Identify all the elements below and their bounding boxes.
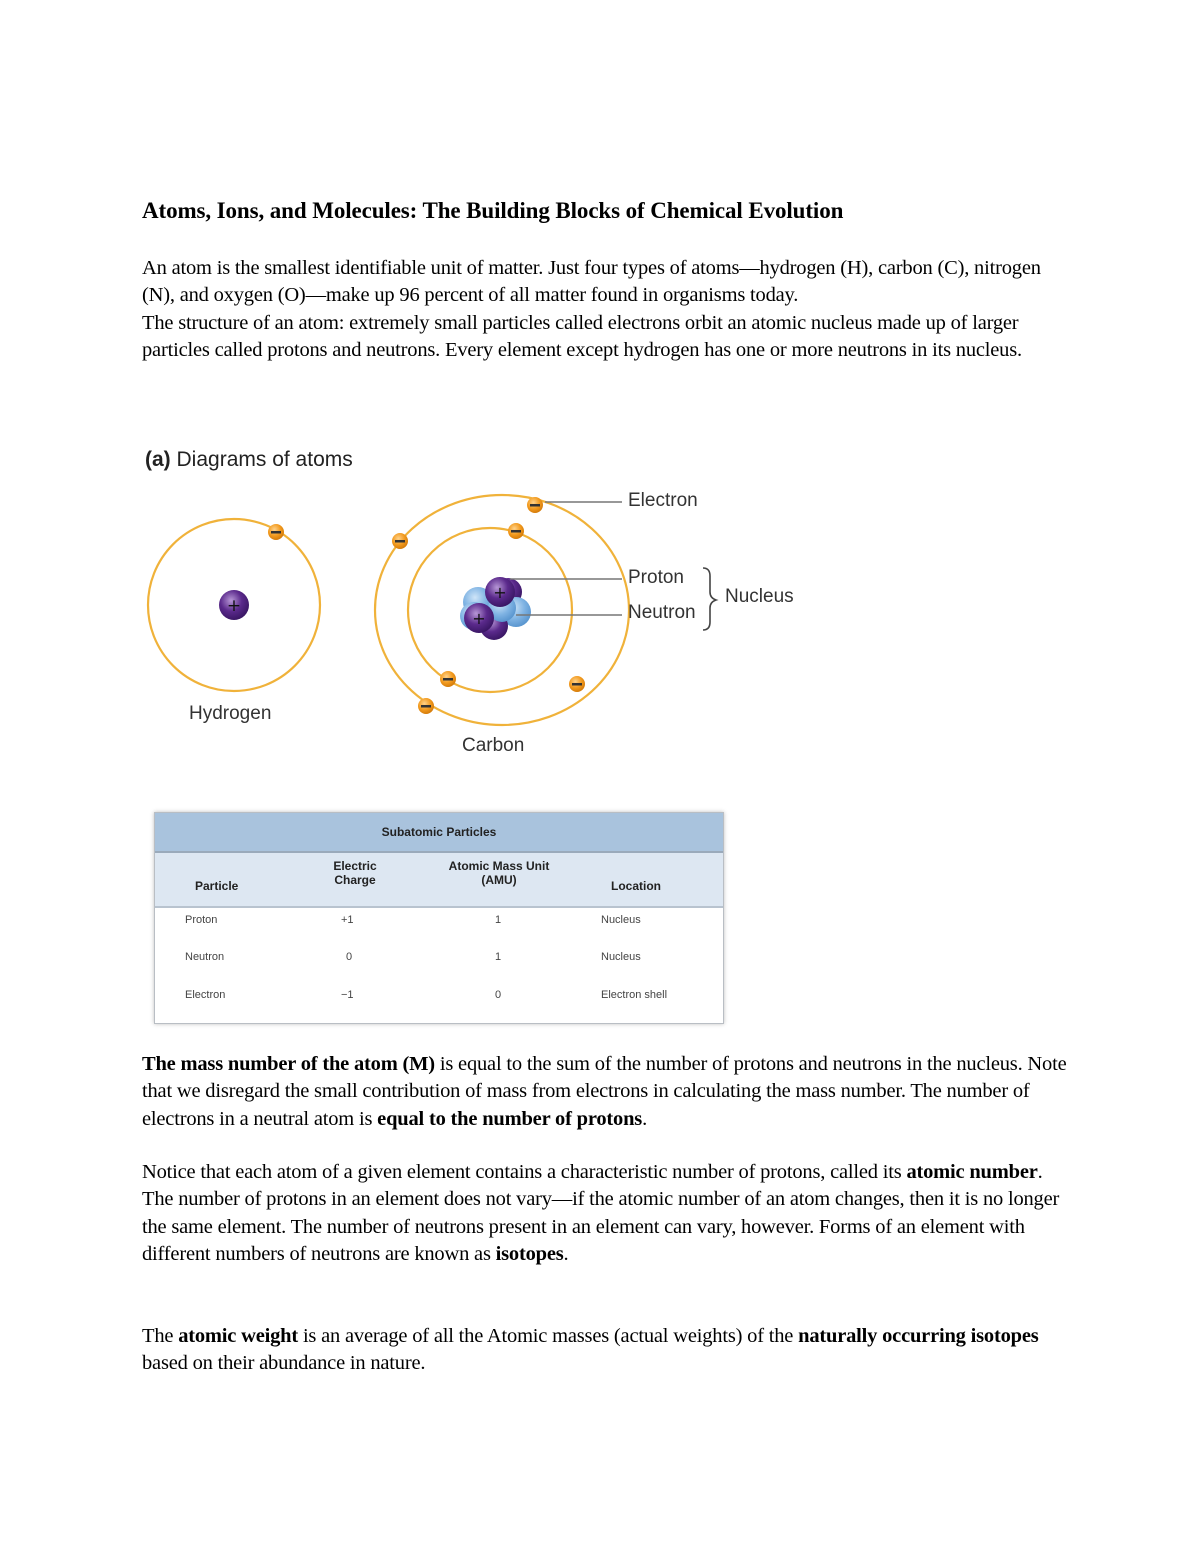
svg-text:+: +: [226, 596, 242, 616]
intro-section: [142, 255, 1072, 364]
page-title: Atoms, Ions, and Molecules: The Building Blocks of Chemical Evolution: [142, 198, 844, 223]
mass-number-paragraph: The mass number of the atom (M) is equal to the sum of the number of protons and neutrons in the nucleus. Note that we disregard the small contribution of mass from electrons in calculating the mass number. The number of electrons in a neutral atom is equal to the number of protons.: [142, 1053, 1067, 1130]
nucleus-icon: [460, 577, 531, 640]
atomic-weight-paragraph: The atomic weight is an average of all the Atomic masses (actual weights) of the naturally occurring isotopes based on their abundance in nature.: [142, 1325, 1039, 1375]
electron-label: Electron: [628, 490, 698, 511]
hydrogen-label: Hydrogen: [189, 703, 272, 724]
hydrogen-atom: [148, 519, 320, 691]
atom-diagrams: [130, 480, 830, 770]
electron-icon: [268, 524, 284, 540]
equal-protons-term: equal to the number of protons: [377, 1107, 643, 1130]
figure-label: (a): [145, 448, 171, 471]
nucleus-label: Nucleus: [725, 586, 794, 607]
intro-paragraph-1: An atom is the smallest identifiable unit of matter. Just four types of atoms—hydrogen (H), carbon (C), nitrogen (N), and oxygen (O)—make up 96 percent of all matter found in organisms today.: [142, 257, 1041, 307]
nucleus-brace: [703, 568, 716, 630]
subatomic-particles-table: Subatomic Particles Particle Electric Charge Atomic Mass Unit (AMU) Location Proton +1 1 Nucleus Neutron 0 1 Nucleus Electron −1 0 Electron shell: [154, 812, 724, 1024]
carbon-label: Carbon: [462, 735, 525, 756]
neutron-label: Neutron: [628, 602, 696, 623]
table-header-row: [155, 853, 723, 908]
table-caption: Subatomic Particles: [155, 813, 723, 853]
header-particle: Particle: [195, 879, 239, 893]
figure-title: [145, 448, 353, 472]
atomic-number-term: atomic number: [906, 1161, 1038, 1183]
atomic-number-paragraph: Notice that each atom of a given element contains a characteristic number of protons, called its atomic number. The number of protons in an element does not vary—if the atomic number of an atom changes, then it is no longer the same element. The number of neutrons present in an element can vary, however. Forms of an element with different numbers of neutrons are known as isotopes.: [142, 1161, 1060, 1265]
header-location: Location: [611, 879, 661, 893]
svg-text:+: +: [493, 583, 507, 602]
header-electric-charge: Electric Charge: [333, 859, 377, 887]
isotopes-term: isotopes: [495, 1242, 564, 1265]
header-amu: Atomic Mass Unit (AMU): [448, 859, 550, 887]
naturally-occurring-isotopes-term: naturally occurring isotopes: [798, 1325, 1039, 1347]
svg-text:+: +: [472, 609, 486, 628]
proton-icon: [219, 590, 249, 620]
mass-number-term: The mass number of the atom (M): [142, 1053, 435, 1075]
intro-paragraph-2: The structure of an atom: extremely small particles called electrons orbit an atomic nucleus made up of larger particles called protons and neutrons. Every element except hydrogen has one or more neutrons in its nucleus.: [142, 311, 1022, 361]
figure-title-text: Diagrams of atoms: [176, 448, 353, 471]
proton-label: Proton: [628, 567, 684, 588]
atomic-weight-term: atomic weight: [178, 1325, 299, 1347]
